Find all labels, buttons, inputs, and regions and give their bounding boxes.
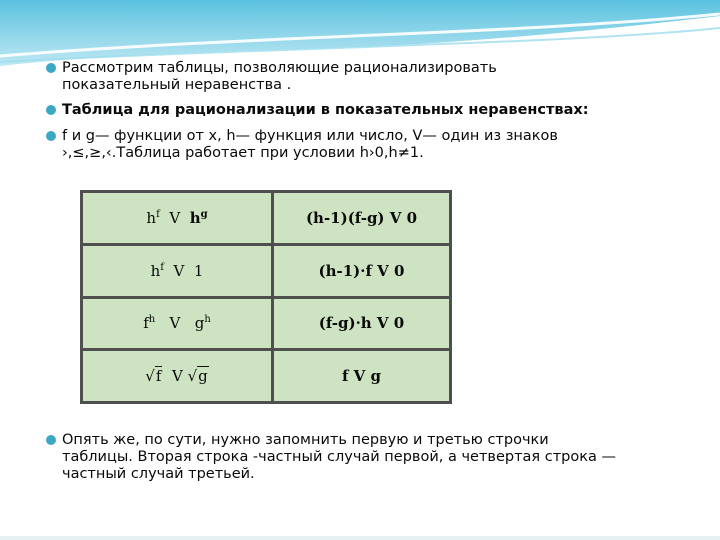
rationalization-table [80,190,452,404]
bullet-text-line: ›,≤,≥,‹.Таблица работает при условии h›0,h≠1. [62,145,424,161]
table-row [82,350,451,403]
bullet-item-3 [46,128,666,162]
table-cell-right: f V g [273,350,451,403]
bullet-item-4 [46,432,666,483]
bullet-text-line: показательный неравенства . [62,77,292,93]
bullet-dot [46,63,56,73]
bullet-text-line: f и g— функции от x, h— функция или число, V— один из знаков [62,128,558,144]
bullet-dot [46,435,56,445]
table-cell-left: $h^f$ V 1 [82,244,273,297]
bullet-item-2 [46,102,666,119]
sqrt-symbol: √g [187,367,208,386]
table-cell-left: $h^f$ V $h^g$ [82,192,273,245]
table-caption: Таблица для рационализации в показательных неравенствах: [62,102,589,118]
bottom-divider [0,536,720,540]
table-cell-right: (h-1)·f V 0 [273,244,451,297]
table-cell-left: √f V √g [82,350,273,403]
table-cell-left: $f^h$ V $g^h$ [82,297,273,350]
bullet-item-1 [46,60,666,94]
bullet-text-line: Рассмотрим таблицы, позволяющие рационализировать [62,60,497,76]
table-row [82,244,451,297]
table-row [82,297,451,350]
table-row [82,192,451,245]
bullet-text-line: частный случай третьей. [62,466,255,482]
table-cell-right: (f-g)·h V 0 [273,297,451,350]
bullet-dot [46,131,56,141]
bullet-text-line: таблицы. Вторая строка -частный случай первой, а четвертая строка — [62,449,616,465]
bullet-text-line: Опять же, по сути, нужно запомнить первую и третью строчки [62,432,549,448]
sqrt-symbol: √f [145,367,162,386]
table-cell-right: (h-1)(f-g) V 0 [273,192,451,245]
bullet-dot [46,105,56,115]
